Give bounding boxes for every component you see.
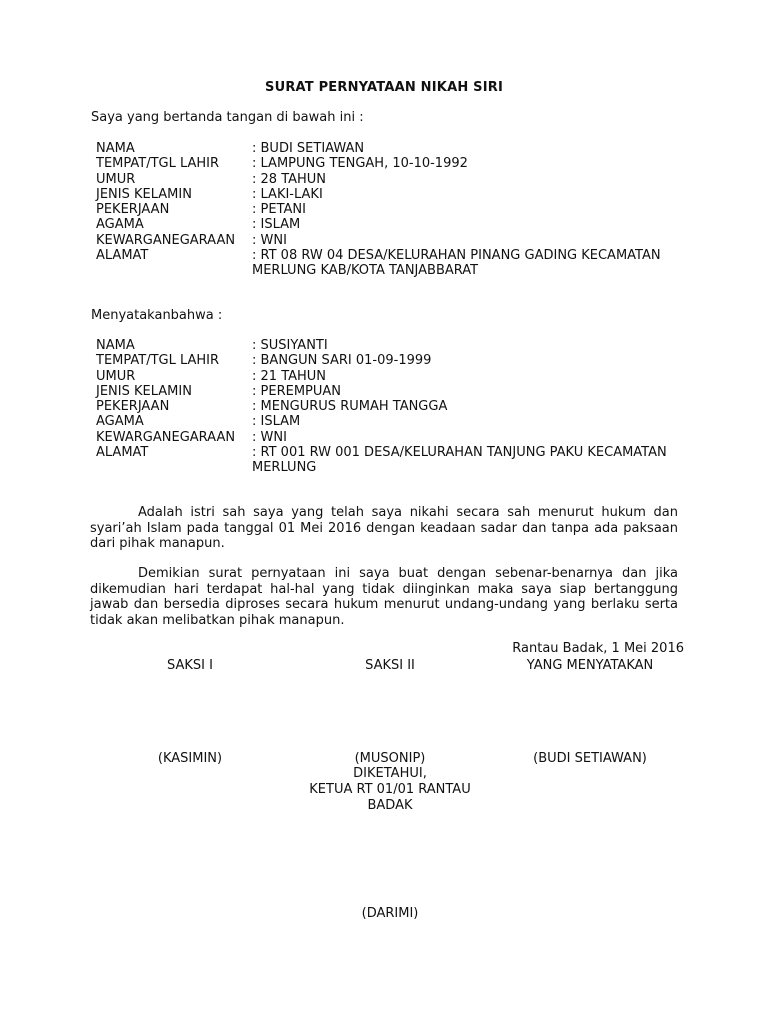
- field-value: : RT 001 RW 001 DESA/KELURAHAN TANJUNG PAKU KECAMATAN MERLUNG: [252, 445, 696, 476]
- declarant-name: (BUDI SETIAWAN): [533, 751, 647, 766]
- field-row: [96, 353, 696, 368]
- page-title: SURAT PERNYATAAN NIKAH SIRI: [265, 80, 503, 95]
- field-row: [96, 156, 696, 171]
- witness1-name: (KASIMIN): [157, 751, 223, 766]
- field-value: : LAMPUNG TENGAH, 10-10-1992: [252, 156, 696, 171]
- field-label: PEKERJAAN: [96, 202, 170, 218]
- field-value: : MENGURUS RUMAH TANGGA: [252, 399, 696, 414]
- field-value: : 21 TAHUN: [252, 369, 696, 384]
- field-row: [96, 172, 696, 187]
- rt-head-title: KETUA RT 01/01 RANTAU BADAK: [309, 782, 471, 813]
- acknowledged-label: DIKETAHUI,: [353, 766, 427, 781]
- field-value: : ISLAM: [252, 217, 696, 232]
- field-value: : PETANI: [252, 202, 696, 217]
- place-date: Rantau Badak, 1 Mei 2016: [512, 641, 684, 656]
- field-value: : BUDI SETIAWAN: [252, 141, 696, 156]
- field-row: [96, 217, 696, 232]
- field-label: UMUR: [96, 171, 136, 187]
- field-label: AGAMA: [96, 414, 144, 430]
- field-value: : RT 08 RW 04 DESA/KELURAHAN PINANG GADING KECAMATAN MERLUNG KAB/KOTA TANJABBARAT: [252, 248, 696, 279]
- field-row: [96, 338, 696, 353]
- field-value: : 28 TAHUN: [252, 172, 696, 187]
- closing-paragraph: Demikian surat pernyataan ini saya buat dengan sebenar-benarnya dan jika dikemudian hari terdapat hal-hal yang tidak diinginkan maka saya siap bertanggung jawab dan bersedia diproses secara hukum menurut undang-undang yang berlaku serta tidak akan melibatkan pihak manapun.: [90, 566, 678, 628]
- witness2-name: (MUSONIP): [354, 751, 426, 766]
- field-value: : BANGUN SARI 01-09-1999: [252, 353, 696, 368]
- field-row: [96, 399, 696, 414]
- field-label: JENIS KELAMIN: [96, 186, 192, 202]
- field-label: TEMPAT/TGL LAHIR: [96, 353, 220, 369]
- declarant-label: YANG MENYATAKAN: [526, 658, 654, 673]
- field-value: : LAKI-LAKI: [252, 187, 696, 202]
- field-value: : PEREMPUAN: [252, 384, 696, 399]
- field-label: ALAMAT: [96, 248, 149, 264]
- field-row: [96, 414, 696, 429]
- field-label: ALAMAT: [96, 445, 149, 461]
- field-row: [96, 430, 696, 445]
- field-label: NAMA: [96, 141, 135, 156]
- field-label: PEKERJAAN: [96, 399, 170, 415]
- field-label: AGAMA: [96, 217, 144, 233]
- field-row: [96, 187, 696, 202]
- field-row: [96, 248, 696, 279]
- rt-head-name: (DARIMI): [361, 906, 419, 921]
- field-row: [96, 445, 696, 476]
- field-value: : ISLAM: [252, 414, 696, 429]
- field-row: [96, 141, 696, 156]
- field-row: [96, 233, 696, 248]
- field-label: JENIS KELAMIN: [96, 383, 192, 399]
- field-label: UMUR: [96, 368, 136, 384]
- field-row: [96, 384, 696, 399]
- field-label: NAMA: [96, 338, 135, 353]
- field-label: KEWARGANEGARAAN: [96, 429, 236, 445]
- statement-paragraph: Adalah istri sah saya yang telah saya nikahi secara sah menurut hukum dan syari’ah Islam pada tanggal 01 Mei 2016 dengan keadaan sadar dan tanpa ada paksaan dari pihak manapun.: [90, 505, 678, 551]
- field-value: : SUSIYANTI: [252, 338, 696, 353]
- field-label: KEWARGANEGARAAN: [96, 232, 236, 248]
- field-value: : WNI: [252, 430, 696, 445]
- witness2-label: SAKSI II: [365, 658, 415, 673]
- declarant-fields: [96, 141, 696, 279]
- intro-spouse: Menyatakanbahwa :: [91, 308, 223, 323]
- field-row: [96, 369, 696, 384]
- field-label: TEMPAT/TGL LAHIR: [96, 156, 220, 172]
- intro-declarant: Saya yang bertanda tangan di bawah ini :: [91, 110, 364, 125]
- witness1-label: SAKSI I: [167, 658, 213, 673]
- field-row: [96, 202, 696, 217]
- spouse-fields: [96, 338, 696, 476]
- field-value: : WNI: [252, 233, 696, 248]
